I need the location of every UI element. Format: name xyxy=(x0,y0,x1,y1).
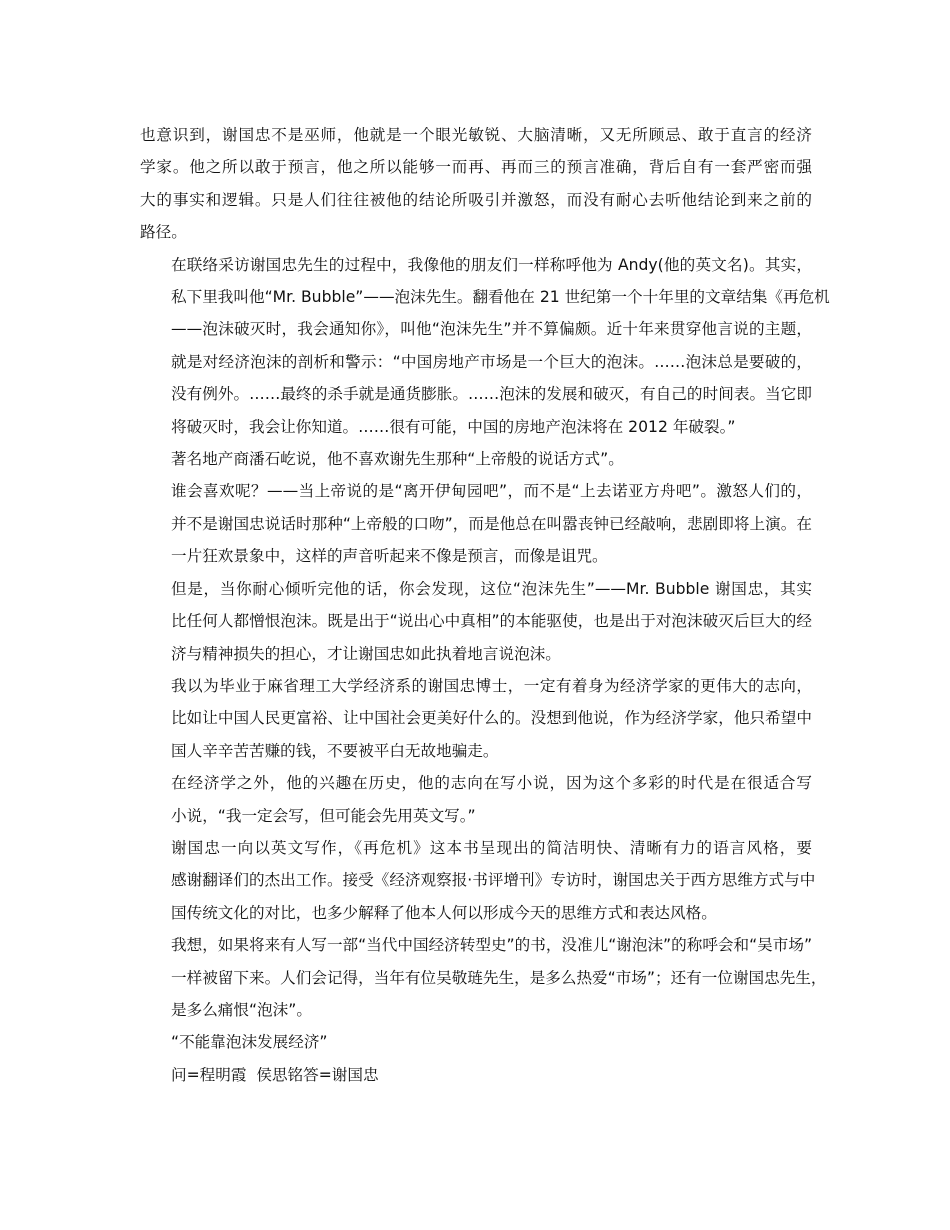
text-line: 在经济学之外，他的兴趣在历史，他的志向在写小说，因为这个多彩的时代是在很适合写 xyxy=(171,774,812,793)
text-line: 感谢翻译们的杰出工作。接受《经济观察报·书评增刊》专访时，谢国忠关于西方思维方式与中 xyxy=(171,871,816,890)
article-body xyxy=(140,119,830,1091)
text-line: 我想，如果将来有人写一部“当代中国经济转型史”的书，没准儿“谢泡沫”的称呼会和“吴市场” xyxy=(171,936,813,955)
text-line: 将破灭时，我会让你知道。……很有可能，中国的房地产泡沫将在 2012 年破裂。” xyxy=(171,417,736,436)
paragraph xyxy=(140,767,812,832)
text-line: 谢国忠一向以英文写作，《再危机》这本书呈现出的简洁明快、清晰有力的语言风格，要 xyxy=(171,838,812,857)
paragraph xyxy=(140,475,812,572)
text-line: 问=程明霞 侯思铭答=谢国忠 xyxy=(171,1065,379,1084)
text-line: 是多么痛恨“泡沫”。 xyxy=(171,1000,312,1019)
paragraph xyxy=(140,119,812,249)
text-line: 比任何人都憎恨泡沫。既是出于“说出心中真相”的本能驱使，也是出于对泡沫破灭后巨大的经 xyxy=(171,612,812,631)
text-line: 就是对经济泡沫的剖析和警示：“中国房地产市场是一个巨大的泡沫。……泡沫总是要破的， xyxy=(171,352,812,371)
text-line: 著名地产商潘石屹说，他不喜欢谢先生那种“上帝般的说话方式”。 xyxy=(171,450,624,469)
text-line: ——泡沫破灭时，我会通知你》，叫他“泡沫先生”并不算偏颇。近十年来贯穿他言说的主题， xyxy=(171,320,812,339)
text-line: 谁会喜欢呢？——当上帝说的是“离开伊甸园吧”，而不是“上去诺亚方舟吧”。激怒人们的， xyxy=(171,482,812,501)
text-line: 并不是谢国忠说话时那种“上帝般的口吻”，而是他总在叫嚣丧钟已经敲响，悲剧即将上演。在 xyxy=(171,514,812,533)
text-line: 我以为毕业于麻省理工大学经济系的谢国忠博士，一定有着身为经济学家的更伟大的志向， xyxy=(171,676,812,695)
text-line: “不能靠泡沫发展经济” xyxy=(171,1033,328,1052)
text-line: 国人辛辛苦苦赚的钱，不要被平白无故地骗走。 xyxy=(171,741,499,760)
text-line: 比如让中国人民更富裕、让中国社会更美好什么的。没想到他说，作为经济学家，他只希望中 xyxy=(171,709,812,728)
section-heading xyxy=(140,1026,812,1058)
text-line: 但是，当你耐心倾听完他的话，你会发现，这位“泡沫先生”——Mr. Bubble 谢国忠，其实 xyxy=(171,579,812,598)
paragraph xyxy=(140,443,812,475)
text-line: 国传统文化的对比，也多少解释了他本人何以形成今天的思维方式和表达风格。 xyxy=(171,903,717,922)
paragraph xyxy=(140,670,812,767)
text-line: 私下里我叫他“Mr. Bubble”——泡沫先生。翻看他在 21 世纪第一个十年里的文章结集《再危机 xyxy=(171,288,830,307)
paragraph xyxy=(140,929,827,1026)
text-line: 学家。他之所以敢于预言，他之所以能够一而再、再而三的预言准确，背后自有一套严密而强 xyxy=(140,158,812,177)
text-line: 一片狂欢景象中，这样的声音听起来不像是预言，而像是诅咒。 xyxy=(171,547,608,566)
text-line: 济与精神损失的担心，才让谢国忠如此执着地言说泡沫。 xyxy=(171,644,561,663)
text-line: 大的事实和逻辑。只是人们往往被他的结论所吸引并激怒，而没有耐心去听他结论到来之前的 xyxy=(140,190,812,209)
interview-credits xyxy=(140,1059,812,1091)
paragraph xyxy=(140,832,816,929)
text-line: 路径。 xyxy=(140,223,187,242)
text-line: 一样被留下来。人们会记得，当年有位吴敬琏先生，是多么热爱“市场”；还有一位谢国忠先生， xyxy=(171,968,827,987)
paragraph xyxy=(140,249,830,443)
text-line: 小说，“我一定会写，但可能会先用英文写。” xyxy=(171,806,476,825)
text-line: 在联络采访谢国忠先生的过程中，我像他的朋友们一样称呼他为 Andy(他的英文名)。其实， xyxy=(171,255,812,274)
text-line: 没有例外。……最终的杀手就是通货膨胀。……泡沫的发展和破灭，有自己的时间表。当它即 xyxy=(171,385,812,404)
text-line: 也意识到，谢国忠不是巫师，他就是一个眼光敏锐、大脑清晰，又无所顾忌、敢于直言的经济 xyxy=(140,126,812,144)
paragraph xyxy=(140,573,812,670)
